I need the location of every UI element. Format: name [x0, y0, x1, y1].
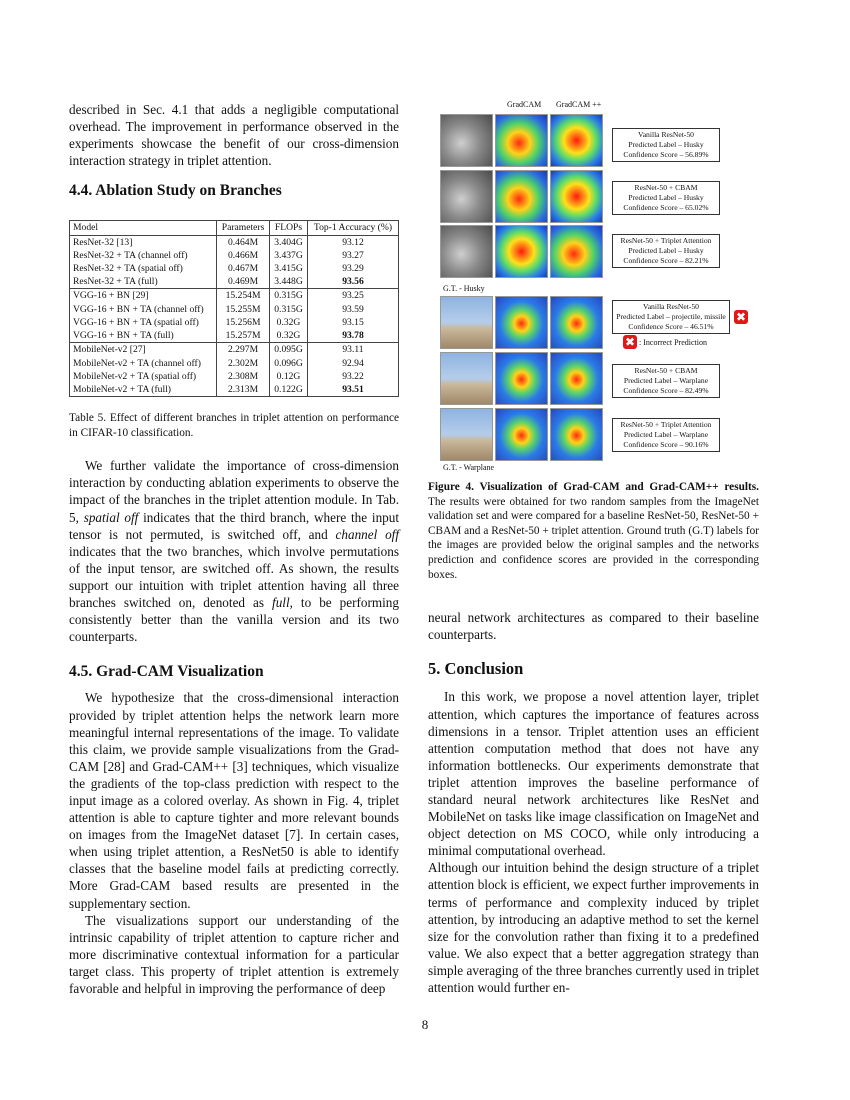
heatmap-gradcampp: [550, 352, 603, 405]
gt-label-warplane: G.T. - Warplane: [443, 463, 495, 472]
table-cell: 3.437G: [270, 249, 308, 262]
table-cell: 93.22: [307, 370, 398, 383]
figure-caption: Figure 4. Visualization of Grad-CAM and Grad-CAM++ results. The results were obtained for two random samples from the ImageNet validation set and were compared for a baseline ResNet-50, ResNet-50 + CBAM and a ResNet-50 + triplet attention. Ground truth (G.T) labels for the images are provided below the original samples and the networks prediction and confidence scores are provided in the corresponding boxes.: [428, 481, 759, 581]
table-cell: 0.469M: [217, 275, 270, 289]
table-cell: 93.27: [307, 249, 398, 262]
warplane-image: [440, 352, 493, 405]
table-cell: 0.315G: [270, 303, 308, 316]
table-cell: 0.464M: [217, 235, 270, 249]
heatmap-gradcam: [495, 114, 548, 167]
table-cell: 0.096G: [270, 357, 308, 370]
table-cell: 93.59: [307, 303, 398, 316]
heatmap-gradcam: [495, 352, 548, 405]
husky-image: [440, 225, 493, 278]
prediction-box: ResNet-50 + CBAM Predicted Label – Husky Confidence Score – 65.02%: [612, 181, 720, 215]
heatmap-gradcampp: [550, 408, 603, 461]
prediction-box: ResNet-50 + Triplet Attention Predicted Label – Husky Confidence Score – 82.21%: [612, 234, 720, 268]
table-cell: 15.254M: [217, 289, 270, 303]
figure-4: [435, 100, 755, 480]
gradcam-paragraph-2: The visualizations support our understanding of the intrinsic capability of triplet attention to capture richer and more discriminative contextual information for a particular target class. This property of triplet attention is extremely favorable and helpful in improving the performance of deep: [69, 912, 399, 997]
table-cell: MobileNet-v2 [27]: [70, 343, 217, 357]
heatmap-gradcampp: [550, 114, 603, 167]
incorrect-x-icon: ✖: [735, 310, 747, 324]
table-cell: 3.404G: [270, 235, 308, 249]
table-cell: 0.32G: [270, 329, 308, 343]
table-cell: 0.32G: [270, 316, 308, 329]
left-column: [69, 101, 399, 997]
table-header-cell: FLOPs: [270, 221, 308, 235]
continuation-paragraph: neural network architectures as compared to their baseline counterparts.: [428, 610, 759, 643]
heatmap-gradcam: [495, 225, 548, 278]
table-cell: VGG-16 + BN [29]: [70, 289, 217, 303]
table-header-cell: Top-1 Accuracy (%): [307, 221, 398, 235]
section-heading-gradcam: 4.5. Grad-CAM Visualization: [69, 663, 264, 681]
table-cell: 0.122G: [270, 383, 308, 397]
table-row: [70, 329, 399, 343]
table-cell: 93.29: [307, 262, 398, 275]
table-cell: 93.51: [307, 383, 398, 397]
table-row: [70, 275, 399, 289]
table-cell: VGG-16 + BN + TA (channel off): [73, 303, 204, 315]
table-cell: 2.313M: [217, 383, 270, 397]
table-header-cell: Model: [70, 221, 217, 235]
table-row: [70, 370, 399, 383]
table-cell: ResNet-32 [13]: [73, 236, 133, 248]
table-cell: 2.308M: [217, 370, 270, 383]
table-cell: 93.15: [307, 316, 398, 329]
table-cell: 3.415G: [270, 262, 308, 275]
prediction-box: ResNet-50 + Triplet Attention Predicted Label – Warplane Confidence Score – 90.16%: [612, 418, 720, 452]
table-cell: VGG-16 + BN + TA (spatial off): [73, 316, 199, 328]
husky-image: [440, 114, 493, 167]
table-cell: 93.12: [307, 235, 398, 249]
prediction-box: Vanilla ResNet-50 Predicted Label – Husky Confidence Score – 56.89%: [612, 128, 720, 162]
table-cell: ResNet-32 + TA (full): [73, 276, 158, 288]
table-cell: 0.466M: [217, 249, 270, 262]
section-heading-conclusion: 5. Conclusion: [428, 659, 524, 679]
table-cell: 0.315G: [270, 289, 308, 303]
prediction-box: ResNet-50 + CBAM Predicted Label – Warplane Confidence Score – 82.49%: [612, 364, 720, 398]
table-cell: 3.448G: [270, 275, 308, 289]
table-row: [70, 357, 399, 370]
table-cell: 15.256M: [217, 316, 270, 329]
heatmap-gradcam: [495, 408, 548, 461]
table-cell: 93.11: [307, 343, 398, 357]
table-row: [70, 316, 399, 329]
col-label-gradcampp: GradCAM ++: [556, 100, 602, 109]
heatmap-gradcam: [495, 170, 548, 223]
warplane-image: [440, 408, 493, 461]
husky-image: [440, 170, 493, 223]
table-cell: MobileNet-v2 + TA (spatial off): [73, 370, 197, 382]
table-header-cell: Parameters: [217, 221, 270, 235]
table-row: [70, 383, 399, 397]
table-caption: Table 5. Effect of different branches in triplet attention on performance in CIFAR-10 classification.: [69, 412, 399, 439]
table-cell: 0.095G: [270, 343, 308, 357]
right-column: [428, 480, 759, 996]
table-row: [70, 262, 399, 275]
heatmap-gradcampp: [550, 296, 603, 349]
heatmap-gradcampp: [550, 225, 603, 278]
heatmap-gradcam: [495, 296, 548, 349]
table-cell: 93.78: [307, 329, 398, 343]
table-cell: 2.302M: [217, 357, 270, 370]
page-number: 8: [421, 1017, 429, 1032]
table-cell: ResNet-32 + TA (channel off): [73, 249, 188, 261]
table-cell: 93.56: [307, 275, 398, 289]
table-cell: MobileNet-v2 + TA (channel off): [73, 357, 201, 369]
warplane-image: [440, 296, 493, 349]
table-row: [70, 235, 399, 249]
table-cell: 2.297M: [217, 343, 270, 357]
table-cell: 0.12G: [270, 370, 308, 383]
table-row: [70, 289, 399, 303]
table-cell: 15.257M: [217, 329, 270, 343]
conclusion-paragraph-2: Although our intuition behind the design structure of a triplet attention block is efficient, we expect further improvements in terms of performance and complexity induced by triplet attention, by introducing an adaptive method to set the kernel size for the convolution rather than fixing it to a predefined value. We also expect that a better aggregation strategy than simple averaging of the three branches currently used in triplet attention would further en-: [428, 860, 759, 996]
table-cell: 93.25: [307, 289, 398, 303]
gt-label-husky: G.T. - Husky: [443, 284, 485, 293]
heatmap-gradcampp: [550, 170, 603, 223]
table-row: [70, 343, 399, 357]
table-cell: 92.94: [307, 357, 398, 370]
table-cell: 15.255M: [217, 303, 270, 316]
table-row: [70, 249, 399, 262]
section-heading-ablation: 4.4. Ablation Study on Branches: [69, 182, 282, 200]
ablation-table: [69, 220, 399, 397]
table-cell: ResNet-32 + TA (spatial off): [73, 263, 183, 275]
validate-paragraph: We further validate the importance of cross-dimension interaction by conducting ablation experiments to observe the impact of the branches in the triplet attention module. In Tab. 5, spatial off indicates that the third branch, where the input tensor is not permuted, is switched off, and channel off indicates that the two branches, which involve permutations of the input tensor, are switched off. As shown, the results support our intuition with triplet attention having all three branches switched on, denoted as full, to be performing consistently better than the vanilla version and its two counterparts.: [69, 458, 400, 645]
gradcam-paragraph-1: We hypothesize that the cross-dimensional interaction provided by triplet attention helps the network learn more meaningful internal representations of the image. To validate this claim, we provide sample visualizations from the Grad-CAM [28] and Grad-CAM++ [3] techniques, which visualize the gradients of the top-class prediction with respect to the input image as a colored overlay. As shown in Fig. 4, triplet attention is able to capture tighter and more relevant bounds on images from the ImageNet dataset [7]. In certain cases, when using triplet attention, a ResNet50 is able to identify classes that the baseline model fails at predicting correctly. More Grad-CAM based results are presented in the supplementary section.: [69, 690, 399, 911]
incorrect-prediction-legend: : Incorrect Prediction: [639, 338, 707, 347]
table-cell: VGG-16 + BN + TA (full): [73, 330, 174, 342]
col-label-gradcam: GradCAM: [507, 100, 542, 109]
incorrect-x-icon: ✖: [624, 335, 636, 349]
table-row: [70, 303, 399, 316]
table-cell: 0.467M: [217, 262, 270, 275]
prediction-box: Vanilla ResNet-50 Predicted Label – projectile, missile Confidence Score – 46.51%: [612, 300, 730, 334]
conclusion-paragraph-1: In this work, we propose a novel attention layer, triplet attention, which captures the importance of features across dimensions in a tensor. Triplet attention uses an efficient attention computation method that does not have any information bottlenecks. Our experiments demonstrate that triplet attention improves the baseline performance of standard neural network architectures like ResNet and MobileNet on tasks like image classification on ImageNet and object detection on MS COCO, while only introducing a minimal computational overhead.: [428, 689, 759, 859]
intro-paragraph: described in Sec. 4.1 that adds a negligible computational overhead. The improvement in performance observed in the experiments showcase the benefit of our cross-dimension interaction strategy in triplet attention.: [69, 102, 399, 169]
table-cell: MobileNet-v2 + TA (full): [73, 383, 171, 395]
